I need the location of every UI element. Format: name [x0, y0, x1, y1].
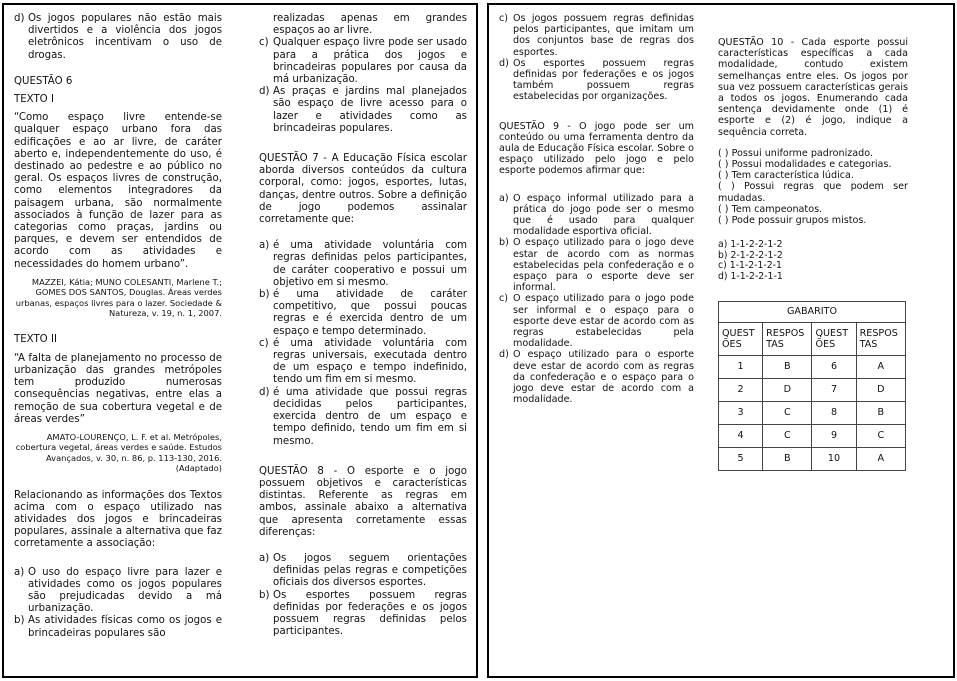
q6-title: QUESTÃO 6: [14, 75, 73, 87]
table-cell: 7: [812, 378, 856, 401]
table-cell: B: [763, 447, 812, 470]
q8-option-c: [499, 13, 694, 58]
option-text: Os esportes possuem regras definidas por federações e os jogos possuem regras definidas pelos participantes.: [273, 589, 467, 638]
q9-option-d: [499, 349, 694, 405]
option-letter: c): [259, 37, 269, 49]
option-text: O espaço informal utilizado para a prática do jogo pode ser o mesmo que é usado para qualquer modalidade esportiva oficial.: [513, 192, 694, 238]
option-text: O espaço utilizado para o jogo deve estar de acordo com as normas estabelecidas pela confederação e o espaço para o esporte deve ser informal.: [513, 237, 694, 294]
column-header: RESPOS TAS: [763, 322, 812, 355]
texto2-title: TEXTO II: [14, 334, 57, 346]
option-letter: d): [499, 57, 509, 69]
right-page-column-2: [718, 37, 908, 471]
option-text: O uso do espaço livre para lazer e atividades como os jogos populares são prejudicadas devido a má urbanização.: [28, 566, 222, 615]
q7-option-b: [259, 289, 467, 338]
option-text: As atividades físicas como os jogos e brincadeiras populares são: [28, 615, 222, 639]
option-text: é uma atividade voluntária com regras universais, executada dentro de um espaço e tempo indefinido, tendo um fim em si mesmo.: [273, 337, 467, 386]
option-letter: a): [499, 192, 509, 204]
option-letter: d): [259, 86, 270, 98]
table-cell: C: [763, 424, 812, 447]
option-text: Os jogos seguem orientações definidas pelas regras e competições oficiais dos diversos esportes.: [273, 552, 467, 589]
left-page-column-2: [259, 13, 467, 638]
q6-option-b: [14, 615, 222, 639]
q9-option-a: [499, 193, 694, 238]
table-cell: B: [763, 355, 812, 378]
option-text: é uma atividade que possui regras decididas pelos participantes, exercida dentro de um espaço e tempo definido, tendo um fim em si mesmo.: [273, 386, 467, 447]
answer-key-title: GABARITO: [719, 301, 906, 322]
q9-option-b: [499, 237, 694, 293]
column-header: QUEST ÕES: [719, 322, 763, 355]
q10-statement: ( ) Tem característica lúdica.: [718, 170, 854, 182]
q8-option-d: [499, 58, 694, 103]
table-row: [719, 401, 906, 424]
q10-statement: ( ) Possui uniforme padronizado.: [718, 147, 873, 159]
table-row: [719, 447, 906, 470]
q6-option-a: [14, 567, 222, 616]
q6-option-b-continued: realizadas apenas em grandes espaços ao ar livre.: [273, 13, 467, 37]
table-cell: 8: [812, 401, 856, 424]
option-letter: b): [14, 615, 25, 627]
option-letter: c): [499, 293, 509, 305]
q7-option-d: [259, 387, 467, 448]
right-page-column-1: [499, 13, 694, 406]
q10-statement: ( ) Possui modalidades e categorias.: [718, 159, 892, 171]
option-text: Os jogos possuem regras definidas pelos participantes, que imitam um dos conjuntos base de regras dos esportes.: [513, 13, 694, 58]
table-cell: 9: [812, 424, 856, 447]
option-text: O espaço utilizado para o jogo pode ser informal e o espaço para o esporte deve estar de acordo com as regras estabelecidas pela modalidade.: [513, 293, 694, 350]
option-letter: d): [259, 386, 270, 398]
column-header: RESPOS TAS: [856, 322, 905, 355]
option-letter: a): [14, 566, 25, 578]
q10-option: c) 1-1-2-1-2-1: [718, 260, 782, 272]
option-text: As praças e jardins mal planejados são espaço de livre acesso para o lazer e atividades como as brincadeiras populares.: [273, 86, 467, 134]
option-text: Os esportes possuem regras definidas por federações e os jogos também possuem regras estabelecidas por organizações.: [513, 57, 694, 103]
table-cell: 5: [719, 447, 763, 470]
left-page: [2, 3, 478, 678]
q10-option: d) 1-1-2-2-1-1: [718, 271, 783, 283]
right-page: [487, 3, 955, 678]
option-letter: a): [259, 240, 270, 252]
option-text: é uma atividade de caráter competitivo, que possui poucas regras e é exercida dentro de um espaço e tempo determinado.: [273, 289, 467, 337]
q10-statement: ( ) Pode possuir grupos mistos.: [718, 215, 867, 227]
table-row: [719, 378, 906, 401]
q10-option: b) 2-1-2-2-1-2: [718, 249, 783, 261]
table-cell: A: [856, 447, 905, 470]
q10-options: [718, 240, 908, 282]
table-cell: 6: [812, 355, 856, 378]
q10-prompt: QUESTÃO 10 - Cada esporte possui características específicas a cada modalidade, contudo existem semelhanças entre eles. Os jogos por sua vez possuem características gerais a todos os jogos. Enumerando cada sentença devidamente onde (1) é esporte e (2) é jogo, indique a sequência correta.: [718, 37, 908, 138]
texto2-source: AMATO-LOURENÇO, L. F. et al. Metrópoles, cobertura vegetal, áreas verdes e saúde. Estudos Avançados, v. 30, n. 86, p. 113-130, 2016. (Adaptado): [15, 431, 222, 474]
q7-prompt: QUESTÃO 7 - A Educação Física escolar aborda diversos conteúdos da cultura corporal, como: jogos, esportes, lutas, danças, dentre outros. Sobre a definição de jogo podemos assinalar corretamente que:: [259, 153, 467, 226]
texto1-body: “Como espaço livre entende-se qualquer espaço urbano fora das edificações e ao ar livre, de caráter aberto e, independentemente do uso, é destinado ao pedestre e ao público no geral. Os espaços livres de construção, como elementos integradores da paisagem urbana, são normalmente associados à função de lazer para as categorias como praças, jardins ou parques, e devem ser entendidos de acordo com as atividades e necessidades do homem urbano”.: [14, 112, 222, 270]
table-cell: 1: [719, 355, 763, 378]
q6-prompt: Relacionando as informações dos Textos acima com o espaço utilizado nas atividades dos jogos e brincadeiras populares, assinale a alternativa que faz corretamente a associação:: [14, 489, 222, 550]
answer-key-table: [718, 301, 906, 471]
q10-option: a) 1-1-2-2-1-2: [718, 239, 783, 251]
option-text: O espaço utilizado para o esporte deve estar de acordo com as regras da confederação e o espaço para o jogo deve estar de acordo com a modalidade.: [513, 349, 694, 406]
table-row: [719, 355, 906, 378]
option-letter: b): [259, 289, 270, 301]
table-row: [719, 424, 906, 447]
left-page-column-1: [14, 13, 222, 640]
q10-statement: ( ) Tem campeonatos.: [718, 203, 823, 215]
table-cell: 10: [812, 447, 856, 470]
q7-option-c: [259, 338, 467, 387]
option-letter: d): [14, 13, 25, 24]
texto1-title: TEXTO I: [14, 94, 54, 106]
table-cell: 4: [719, 424, 763, 447]
table-cell: A: [856, 355, 905, 378]
option-letter: b): [499, 237, 509, 249]
column-header: QUEST ÕES: [812, 322, 856, 355]
q9-prompt: QUESTÃO 9 - O jogo pode ser um conteúdo ou uma ferramenta dentro da aula de Educação Física escolar. Sobre o espaço utilizado pelo jogo e pelo esporte podemos afirmar que:: [499, 120, 694, 177]
option-letter: d): [499, 349, 509, 361]
q9-option-c: [499, 293, 694, 349]
option-text: Os jogos populares não estão mais divertidos e a violência dos jogos eletrônicos incentivam o uso de drogas.: [28, 13, 222, 61]
table-cell: 2: [719, 378, 763, 401]
q7-option-a: [259, 240, 467, 289]
q10-statement: ( ) Possui regras que podem ser mudadas.: [718, 181, 908, 204]
q6-option-d: [259, 86, 467, 135]
option-letter: b): [259, 589, 270, 601]
option-letter: c): [259, 337, 269, 349]
table-cell: B: [856, 401, 905, 424]
option-letter: a): [259, 552, 270, 564]
table-cell: 3: [719, 401, 763, 424]
table-cell: C: [856, 424, 905, 447]
q8-option-a: [259, 553, 467, 590]
option-text: é uma atividade voluntária com regras definidas pelos participantes, de caráter cooperativo e possui um objetivo em si mesmo.: [273, 240, 467, 288]
q6-option-c: [259, 37, 467, 86]
option-letter: c): [499, 13, 509, 24]
answer-key-header-row: [719, 322, 906, 355]
q8-option-b: [259, 590, 467, 639]
q10-statements: [718, 148, 908, 226]
q5-option-d: [14, 13, 222, 62]
texto1-source: MAZZEI, Kátia; MUNO COLESANTI, Marlene T.; GOMES DOS SANTOS, Douglas. Áreas verdes urbanas, espaços livres para o lazer. Sociedade & Natureza, v. 19, n. 1, 2007.: [15, 276, 222, 319]
table-cell: D: [856, 378, 905, 401]
table-cell: D: [763, 378, 812, 401]
table-cell: C: [763, 401, 812, 424]
option-text: Qualquer espaço livre pode ser usado para a prática dos jogos e brincadeiras populares por causa da má urbanização.: [273, 37, 467, 86]
q8-prompt: QUESTÃO 8 - O esporte e o jogo possuem objetivos e características distintas. Referente as regras em ambos, assinale abaixo a alternativa que apresenta corretamente essas diferenças:: [259, 465, 467, 538]
texto2-body: “A falta de planejamento no processo de urbanização das grandes metrópoles tem produzido numerosas consequências negativas, entre elas a remoção de sua cobertura vegetal e de áreas verdes”: [14, 352, 222, 425]
